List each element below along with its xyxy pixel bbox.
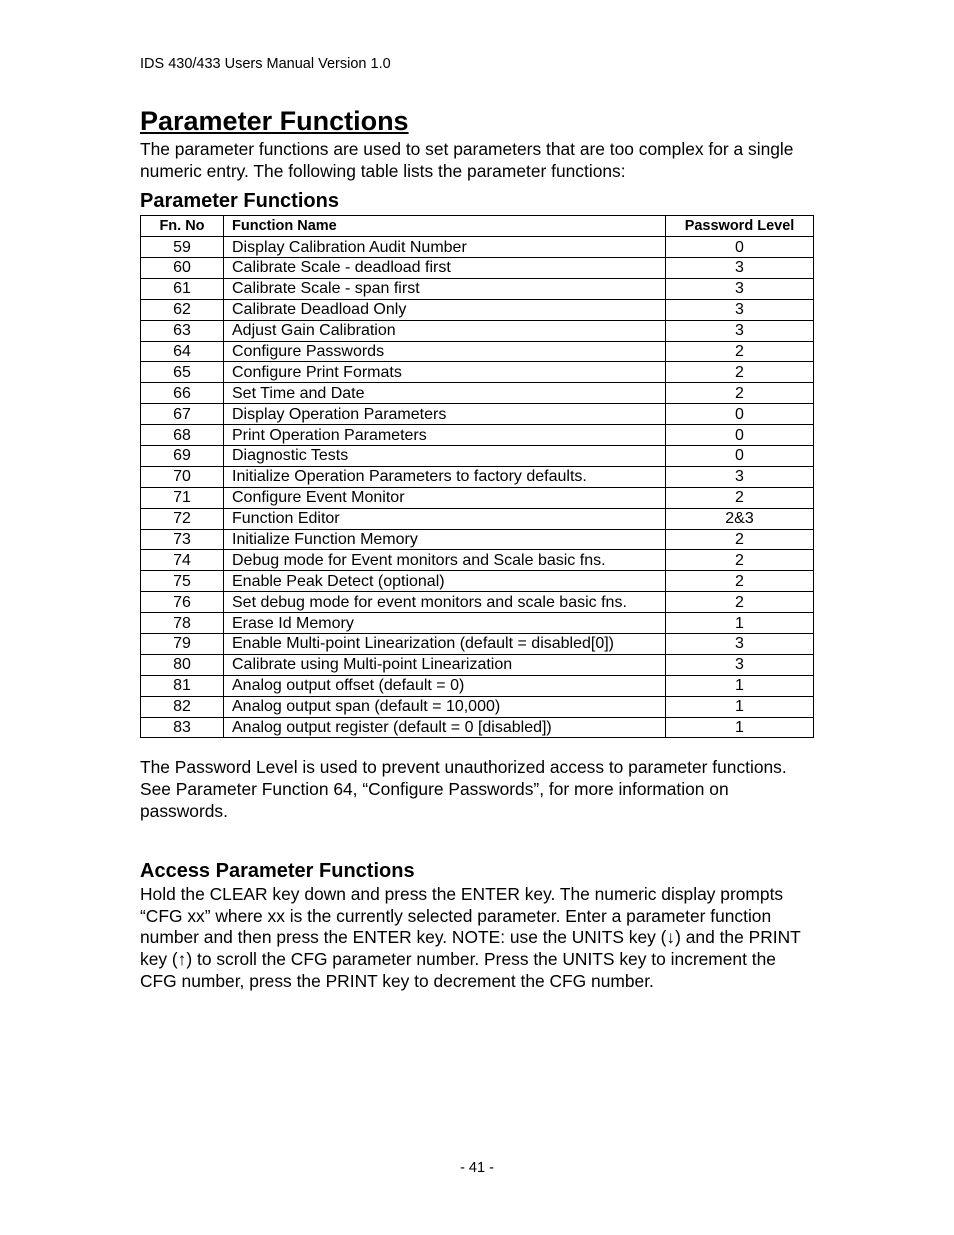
access-section-title: Access Parameter Functions: [140, 860, 415, 883]
cell-fn-no: 71: [141, 487, 224, 508]
cell-function-name: Set Time and Date: [224, 383, 666, 404]
cell-fn-no: 67: [141, 404, 224, 425]
access-section-body: Hold the CLEAR key down and press the ENTER key. The numeric display prompts “CFG xx” where xx is the currently selected parameter. Enter a parameter function number and then press the ENTER key. NOTE: use the UNITS key (↓) and the PRINT key (↑) to scroll the CFG parameter number. Press the UNITS key to increment the CFG number, press the PRINT key to decrement the CFG number.: [140, 884, 801, 991]
cell-function-name: Enable Multi-point Linearization (default = disabled[0]): [224, 634, 666, 655]
cell-fn-no: 61: [141, 278, 224, 299]
cell-fn-no: 66: [141, 383, 224, 404]
cell-password-level: 3: [666, 320, 814, 341]
page-content: [140, 104, 814, 992]
header-password-level: Password Level: [666, 216, 814, 237]
cell-password-level: 0: [666, 404, 814, 425]
cell-password-level: 1: [666, 613, 814, 634]
cell-function-name: Diagnostic Tests: [224, 445, 666, 466]
cell-function-name: Erase Id Memory: [224, 613, 666, 634]
table-row: [141, 571, 814, 592]
cell-function-name: Analog output register (default = 0 [disabled]): [224, 717, 666, 738]
table-body: [141, 237, 814, 738]
cell-fn-no: 73: [141, 529, 224, 550]
cell-function-name: Debug mode for Event monitors and Scale basic fns.: [224, 550, 666, 571]
cell-function-name: Configure Event Monitor: [224, 487, 666, 508]
cell-function-name: Adjust Gain Calibration: [224, 320, 666, 341]
table-row: [141, 445, 814, 466]
cell-fn-no: 80: [141, 654, 224, 675]
cell-fn-no: 81: [141, 675, 224, 696]
cell-function-name: Initialize Function Memory: [224, 529, 666, 550]
cell-function-name: Analog output offset (default = 0): [224, 675, 666, 696]
cell-function-name: Calibrate using Multi-point Linearization: [224, 654, 666, 675]
cell-password-level: 3: [666, 257, 814, 278]
cell-password-level: 3: [666, 634, 814, 655]
cell-fn-no: 70: [141, 466, 224, 487]
table-row: [141, 237, 814, 258]
cell-fn-no: 75: [141, 571, 224, 592]
cell-function-name: Display Operation Parameters: [224, 404, 666, 425]
cell-function-name: Enable Peak Detect (optional): [224, 571, 666, 592]
cell-fn-no: 83: [141, 717, 224, 738]
cell-password-level: 3: [666, 299, 814, 320]
table-header-row: [141, 216, 814, 237]
table-row: [141, 634, 814, 655]
cell-password-level: 2: [666, 550, 814, 571]
cell-password-level: 2: [666, 362, 814, 383]
table-row: [141, 654, 814, 675]
table-row: [141, 362, 814, 383]
table-row: [141, 257, 814, 278]
cell-fn-no: 65: [141, 362, 224, 383]
header-fn-no: Fn. No: [141, 216, 224, 237]
cell-password-level: 2: [666, 383, 814, 404]
table-row: [141, 278, 814, 299]
cell-function-name: Print Operation Parameters: [224, 425, 666, 446]
cell-password-level: 2: [666, 487, 814, 508]
cell-password-level: 2: [666, 529, 814, 550]
cell-fn-no: 78: [141, 613, 224, 634]
table-row: [141, 613, 814, 634]
cell-function-name: Configure Passwords: [224, 341, 666, 362]
cell-password-level: 2: [666, 341, 814, 362]
cell-password-level: 1: [666, 675, 814, 696]
cell-password-level: 0: [666, 425, 814, 446]
table-row: [141, 341, 814, 362]
table-row: [141, 425, 814, 446]
running-header: IDS 430/433 Users Manual Version 1.0: [140, 56, 391, 72]
table-row: [141, 717, 814, 738]
cell-fn-no: 82: [141, 696, 224, 717]
cell-password-level: 3: [666, 278, 814, 299]
cell-fn-no: 62: [141, 299, 224, 320]
cell-function-name: Calibrate Deadload Only: [224, 299, 666, 320]
cell-function-name: Configure Print Formats: [224, 362, 666, 383]
cell-fn-no: 68: [141, 425, 224, 446]
intro-paragraph: The parameter functions are used to set parameters that are too complex for a single numeric entry. The following table lists the parameter functions:: [140, 139, 794, 181]
cell-password-level: 3: [666, 654, 814, 675]
cell-password-level: 0: [666, 237, 814, 258]
cell-function-name: Function Editor: [224, 508, 666, 529]
page-number: - 41 -: [460, 1160, 494, 1176]
table-row: [141, 320, 814, 341]
table-row: [141, 508, 814, 529]
cell-password-level: 2&3: [666, 508, 814, 529]
page-title: Parameter Functions: [140, 106, 409, 136]
table-row: [141, 466, 814, 487]
cell-fn-no: 74: [141, 550, 224, 571]
table-row: [141, 592, 814, 613]
cell-fn-no: 79: [141, 634, 224, 655]
cell-fn-no: 76: [141, 592, 224, 613]
table-row: [141, 696, 814, 717]
password-note-paragraph: The Password Level is used to prevent unauthorized access to parameter functions. See Parameter Function 64, “Configure Passwords”, for more information on passwords.: [140, 757, 787, 821]
table-row: [141, 299, 814, 320]
table-row: [141, 550, 814, 571]
cell-function-name: Calibrate Scale - span first: [224, 278, 666, 299]
cell-password-level: 3: [666, 466, 814, 487]
cell-function-name: Display Calibration Audit Number: [224, 237, 666, 258]
table-title: Parameter Functions: [140, 190, 339, 213]
cell-function-name: Calibrate Scale - deadload first: [224, 257, 666, 278]
cell-fn-no: 69: [141, 445, 224, 466]
table-row: [141, 487, 814, 508]
cell-password-level: 0: [666, 445, 814, 466]
cell-password-level: 2: [666, 571, 814, 592]
table-row: [141, 529, 814, 550]
header-function-name: Function Name: [224, 216, 666, 237]
cell-fn-no: 72: [141, 508, 224, 529]
cell-fn-no: 63: [141, 320, 224, 341]
cell-function-name: Set debug mode for event monitors and scale basic fns.: [224, 592, 666, 613]
cell-function-name: Initialize Operation Parameters to factory defaults.: [224, 466, 666, 487]
cell-password-level: 1: [666, 717, 814, 738]
table-row: [141, 404, 814, 425]
table-row: [141, 383, 814, 404]
cell-password-level: 1: [666, 696, 814, 717]
table-row: [141, 675, 814, 696]
cell-password-level: 2: [666, 592, 814, 613]
cell-function-name: Analog output span (default = 10,000): [224, 696, 666, 717]
cell-fn-no: 60: [141, 257, 224, 278]
cell-fn-no: 64: [141, 341, 224, 362]
cell-fn-no: 59: [141, 237, 224, 258]
parameter-functions-table: [140, 215, 814, 738]
